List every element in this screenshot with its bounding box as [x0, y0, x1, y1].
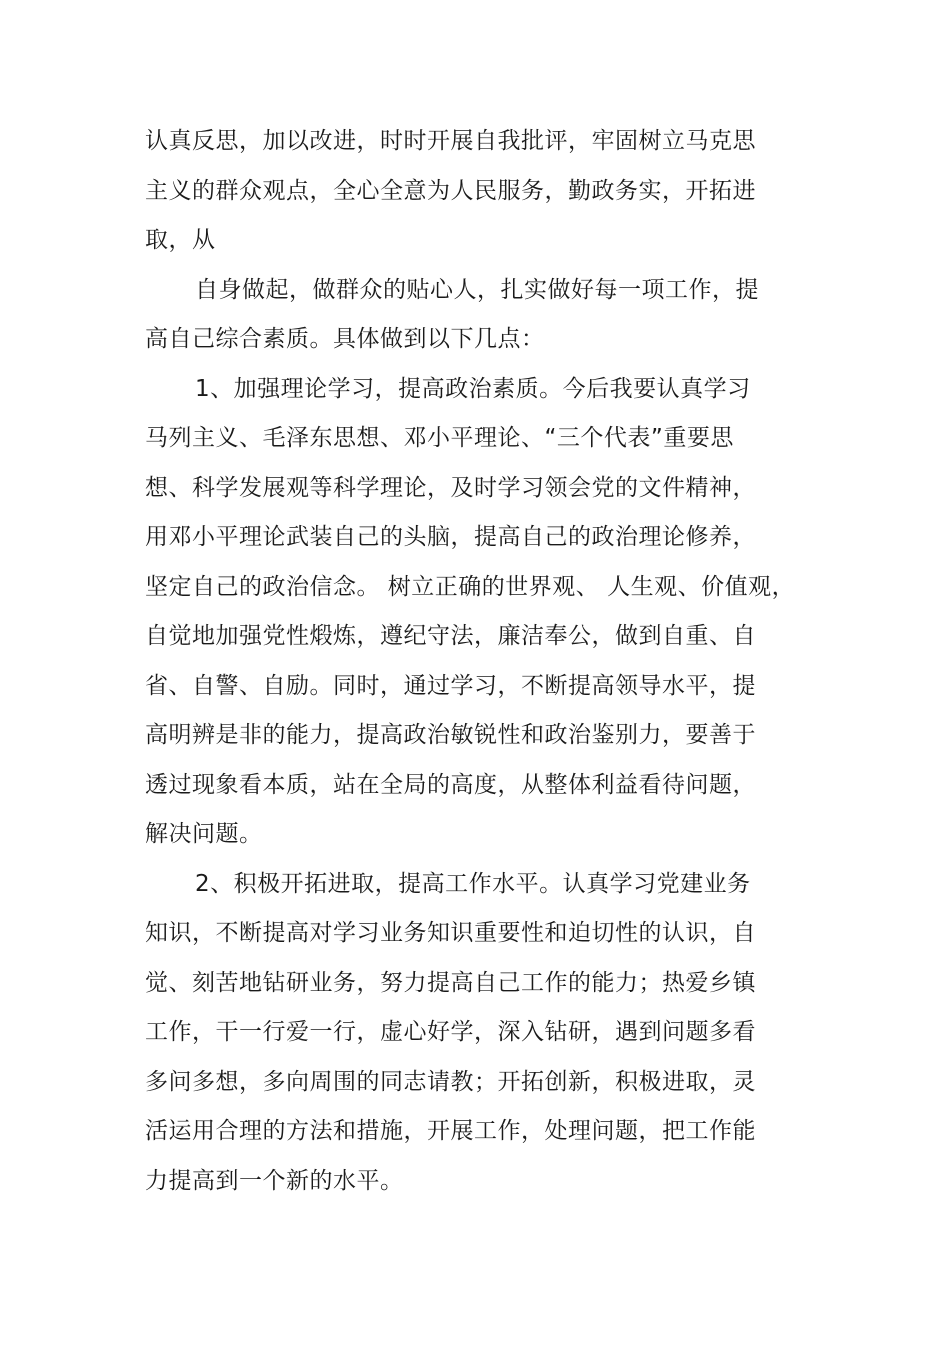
text-line: 透过现象看本质，站在全局的高度，从整体利益看待问题， — [145, 771, 756, 798]
text-line: 知识，不断提高对学习业务知识重要性和迫切性的认识，自 — [145, 920, 756, 946]
text-line: 觉、刻苦地钻研业务，努力提高自己工作的能力；热爱乡镇 — [145, 969, 756, 996]
text-line: 省、自警、自励。同时，通过学习，不断提高领导水平，提 — [145, 672, 756, 699]
text-line: 1、加强理论学习，提高政治素质。今后我要认真学习 — [195, 375, 751, 402]
text-line: 高明辨是非的能力，提高政治敏锐性和政治鉴别力，要善于 — [145, 722, 756, 748]
text-line: 取，从 — [145, 227, 216, 253]
text-line: 多问多想，多向周围的同志请教；开拓创新，积极进取，灵 — [145, 1068, 756, 1095]
text-line: 马列主义、毛泽东思想、邓小平理论、“三个代表”重要思 — [145, 425, 734, 451]
text-line: 解决问题。 — [145, 821, 263, 847]
document-body — [145, 117, 905, 1206]
text-line: 用邓小平理论武装自己的头脑，提高自己的政治理论修养， — [145, 524, 756, 550]
text-line: 活运用合理的方法和措施，开展工作，处理问题，把工作能 — [145, 1118, 756, 1144]
text-line: 想、科学发展观等科学理论，及时学习领会党的文件精神， — [145, 474, 756, 501]
text-line: 自身做起，做群众的贴心人，扎实做好每一项工作，提 — [195, 276, 759, 303]
text-line: 坚定自己的政治信念。 树立正确的世界观、 人生观、价值观， — [145, 573, 796, 600]
text-line: 主义的群众观点，全心全意为人民服务，勤政务实，开拓进 — [145, 177, 756, 204]
text-line: 力提高到一个新的水平。 — [145, 1167, 404, 1194]
text-line: 2、积极开拓进取，提高工作水平。认真学习党建业务 — [195, 870, 751, 897]
text-line: 高自己综合素质。具体做到以下几点： — [145, 326, 545, 352]
text-line: 自觉地加强党性煅炼，遵纪守法，廉洁奉公，做到自重、自 — [145, 623, 756, 649]
text-line: 认真反思，加以改进，时时开展自我批评，牢固树立马克思 — [145, 128, 756, 154]
text-line: 工作，干一行爱一行，虚心好学，深入钻研，遇到问题多看 — [145, 1019, 756, 1045]
